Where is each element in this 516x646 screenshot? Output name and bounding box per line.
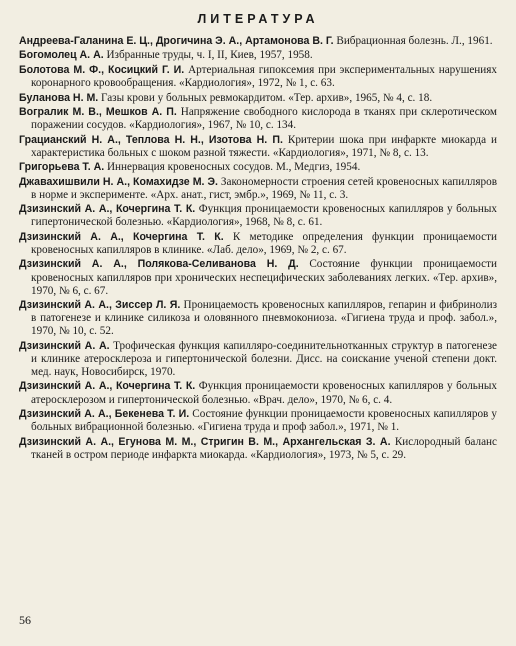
reference-text: К методике определения функции проницаемости кровеносных капилляров в клинике. «Лаб. дело», 1969, № 2, с. 67. (31, 230, 498, 256)
reference-text: Вибрационная болезнь. Л., 1961. (336, 35, 493, 47)
reference-authors: Дзизинский А. А., Кочергина Т. К. (19, 380, 196, 393)
reference-text: Артериальная гипоксемия при экспериментальных нарушениях коронарного кровообращения. «Кардиология», 1972, № 1, с. 63. (31, 63, 498, 90)
reference-item (19, 106, 497, 132)
reference-item (19, 64, 497, 90)
reference-authors: Болотова М. Ф., Косицкий Г. И. (19, 63, 185, 76)
reference-text: Функция проницаемости кровеносных капилляров у больных атеросклерозом и гипертонической болезнью. «Врач. дело», 1970, № 6, с. 4. (31, 380, 498, 406)
reference-authors: Вогралик М. В., Мешков А. П. (19, 106, 177, 119)
reference-item (19, 161, 497, 174)
reference-text: Состояние функции проницаемости кровеносных капилляров у больных вибрационной болезнью. «Гигиена труда и проф забол.», 1971, № 1. (31, 408, 497, 434)
reference-authors: Дзизинский А. А., Кочергина Т. К. (19, 203, 196, 216)
page-heading: ЛИТЕРАТУРА (197, 12, 319, 26)
reference-text: Закономерности строения сетей кровеносных капилляров в норме и эксперименте. «Арх. анат., гист, эмбр.», 1969, № 11, с. 3. (31, 175, 497, 201)
reference-text: Критерии шока при инфаркте миокарда и характеристика больных с шоком разной тяжести. «Кардиология», 1971, № 8, с. 13. (31, 133, 498, 159)
reference-item (19, 203, 497, 229)
reference-authors: Грацианский Н. А., Теплова Н. Н., Изотова Н. П. (19, 133, 283, 146)
reference-authors: Богомолец А. А. (19, 49, 104, 62)
reference-item (19, 134, 497, 160)
reference-text: Газы крови у больных ревмокардитом. «Тер. архив», 1965, № 4, с. 18. (101, 91, 433, 104)
reference-text: Проницаемость кровеносных капилляров, гепарин и фибринолиз в патогенезе и клинике силикоза и оловянного пневмокониоза. «Гигиена труда и проф. забол.», 1970, № 10, с. 52. (31, 299, 498, 338)
reference-authors: Буланова Н. М. (19, 91, 99, 104)
reference-authors: Дзизинский А. А., Кочергина Т. К. (19, 230, 224, 243)
reference-authors: Дзизинский А. А., Бекенева Т. И. (19, 408, 190, 420)
reference-item (19, 258, 497, 297)
reference-item (19, 436, 497, 462)
reference-text: Избранные труды, ч. I, II, Киев, 1957, 1958. (106, 49, 313, 62)
reference-item (19, 35, 497, 48)
reference-text: Трофическая функция капилляро-соединительнотканных структур в патогенезе и клинике атеросклероза и гипертонической болезни. Дисс. на соискание ученой степени докт. мед. наук, Новосибирск, 1970. (31, 339, 498, 378)
reference-authors: Джавахишвили Н. А., Комахидзе М. Э. (19, 175, 218, 188)
reference-authors: Дзизинский А. А., Полякова-Селиванова Н. Д. (19, 258, 299, 271)
reference-list (19, 35, 497, 462)
reference-item (19, 49, 497, 62)
reference-authors: Дзизинский А. А. (19, 339, 110, 352)
reference-text: Напряжение свободного кислорода в тканях при склеротическом поражении сосудов. «Кардиология», 1967, № 10, с. 134. (31, 106, 497, 132)
reference-authors: Дзизинский А. А., Зиссер Л. Я. (19, 299, 181, 312)
reference-item (19, 408, 497, 434)
reference-authors: Григорьева Т. А. (19, 161, 105, 174)
reference-text: Состояние функции проницаемости кровеносных капилляров при хронических неспецифических заболеваниях легких. «Тер. архив», 1970, № 6, с. 67. (31, 258, 498, 297)
reference-item (19, 380, 497, 406)
reference-text: Функция проницаемости кровеносных капилляров у больных гипертонической болезнью. «Кардиология», 1968, № 8, с. 61. (31, 203, 498, 229)
reference-authors: Андреева-Галанина Е. Ц., Дрогичина Э. А., Артамонова В. Г. (19, 35, 334, 47)
page-number: 56 (19, 613, 31, 627)
reference-text: Иннервация кровеносных сосудов. М., Медгиз, 1954. (106, 161, 361, 174)
reference-item (19, 340, 497, 379)
reference-item (19, 231, 497, 257)
reference-text: Кислородный баланс тканей в остром периоде инфаркта миокарда. «Кардиология», 1973, № 5, с. 29. (31, 435, 497, 461)
reference-item (19, 299, 497, 338)
reference-authors: Дзизинский А. А., Егунова М. М., Стригин В. М., Архангельская З. А. (19, 435, 391, 448)
reference-item (19, 92, 497, 105)
reference-item (19, 176, 497, 202)
